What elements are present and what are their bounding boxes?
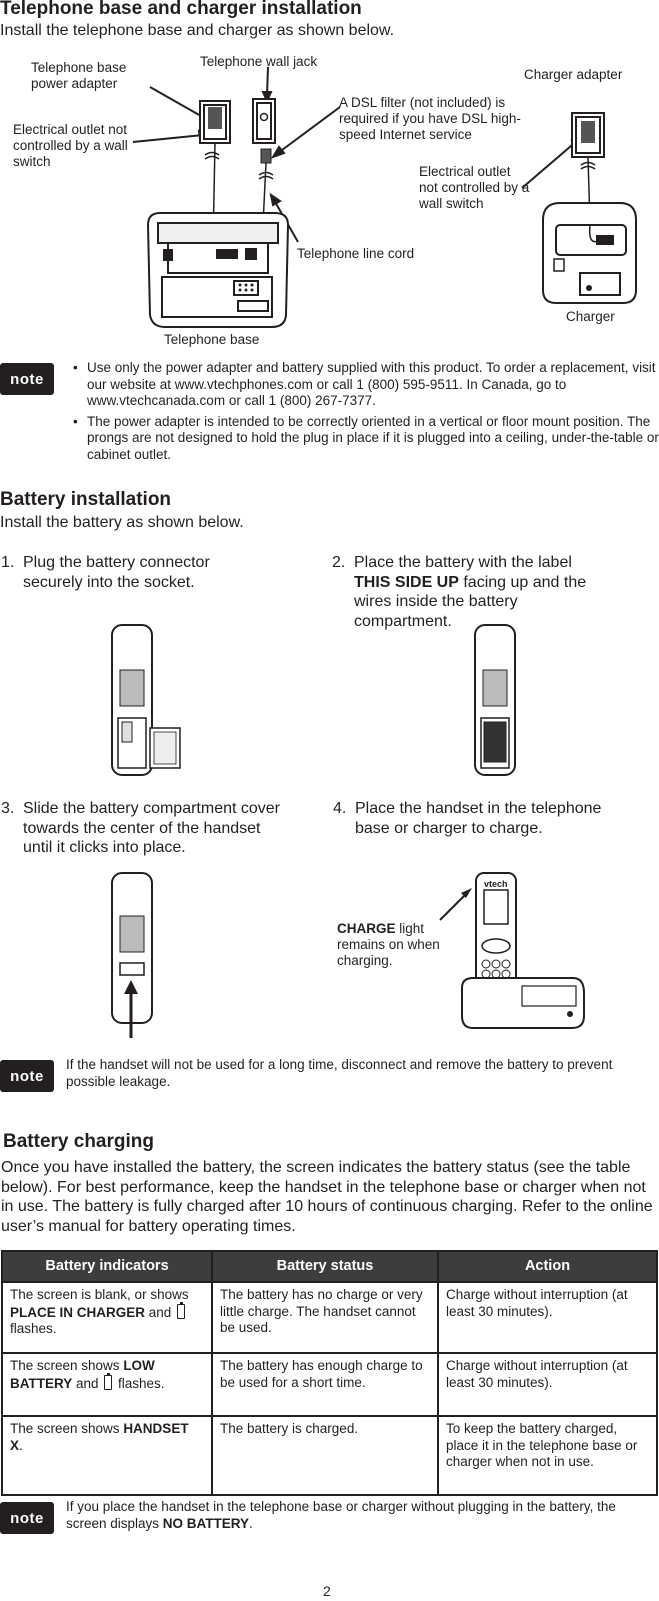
label-outlet-right: Electrical outlet not controlled by a wall switch <box>419 164 530 211</box>
section-title-battery-charging: Battery charging <box>3 1131 154 1152</box>
status-cell: The battery has no charge or very little charge. The handset cannot be used. <box>212 1282 438 1353</box>
charging-intro: Once you have installed the battery, the screen indicates the battery status (see the table below). For best performance, keep the handset in the telephone base or charger when not in use. The battery is fully charged after 10 hours of continuous charging. Refer to the online user’s manual for battery operating times. <box>1 1159 653 1235</box>
step-2: 2. Place the battery with the label THIS SIDE UP facing up and the wires inside the battery compartment. <box>332 554 587 630</box>
handset-step3-image <box>100 868 170 1043</box>
step-3: 3. Slide the battery compartment cover towards the center of the handset until it clicks into place. <box>1 800 281 856</box>
status-cell: The battery is charged. <box>212 1416 438 1495</box>
label-line-cord: Telephone line cord <box>297 246 415 261</box>
indicator-cell: The screen shows HANDSET X. <box>2 1416 212 1495</box>
label-base-power-adapter: Telephone base power adapter <box>31 60 127 91</box>
col-header: Battery status <box>212 1251 438 1282</box>
note-badge: note <box>0 1502 54 1534</box>
installation-intro: Install the telephone base and charger as shown below. <box>0 22 395 39</box>
table-header-row <box>2 1251 657 1282</box>
note-item: • Use only the power adapter and battery supplied with this product. To order a replacement, visit our website at www.vtechphones.com or call 1 (800) 595-9511. In Canada, go to www.vtechcanada.com or call 1 (800) 267-7377. <box>87 360 659 410</box>
handset-step1-image <box>100 620 200 780</box>
action-cell: Charge without interruption (at least 30 minutes). <box>438 1353 657 1416</box>
action-cell: To keep the battery charged, place it in the telephone base or charger when not in use. <box>438 1416 657 1495</box>
label-dsl-filter: A DSL filter (not included) is required if you have DSL high-speed Internet service <box>339 95 521 142</box>
note-item: • The power adapter is intended to be correctly oriented in a vertical or floor mount position. The prongs are not designed to hold the plug in place if it is plugged into a ceiling, under-the-table or cabinet outlet. <box>87 414 659 464</box>
note-badge: note <box>0 1060 54 1092</box>
label-outlet-left: Electrical outlet not controlled by a wall switch <box>13 122 128 169</box>
page-number: 2 <box>323 1583 331 1599</box>
charge-light-label: CHARGE light remains on when charging. <box>337 921 440 968</box>
indicator-cell: The screen is blank, or shows PLACE IN CHARGER and flashes. <box>2 1282 212 1353</box>
battery-icon <box>177 1304 185 1319</box>
status-cell: The battery has enough charge to be used for a short time. <box>212 1353 438 1416</box>
section-title-battery-installation: Battery installation <box>0 489 172 510</box>
label-telephone-base: Telephone base <box>164 332 260 347</box>
col-header: Battery indicators <box>2 1251 212 1282</box>
handset-step2-image <box>463 620 533 780</box>
col-header: Action <box>438 1251 657 1282</box>
battery-intro: Install the battery as shown below. <box>0 514 244 531</box>
step-4: 4. Place the handset in the telephone base or charger to charge. <box>333 800 602 837</box>
note-badge: note <box>0 363 54 395</box>
step-1: 1. Plug the battery connector securely into the socket. <box>1 554 210 591</box>
label-wall-jack: Telephone wall jack <box>200 54 318 69</box>
charging-note: If you place the handset in the telephone base or charger without plugging in the battery, the screen displays NO BATTERY. <box>66 1499 616 1531</box>
table-row <box>2 1353 657 1416</box>
handset-brand-logo: vtech <box>484 879 508 889</box>
indicator-cell: The screen shows LOW BATTERY and flashes. <box>2 1353 212 1416</box>
battery-table <box>1 1250 658 1496</box>
label-charger-adapter: Charger adapter <box>524 67 623 82</box>
battery-icon <box>104 1375 112 1390</box>
section-title-installation: Telephone base and charger installation <box>0 0 362 19</box>
installation-notes <box>73 360 659 467</box>
battery-note: If the handset will not be used for a long time, disconnect and remove the battery to prevent possible leakage. <box>66 1057 613 1089</box>
action-cell: Charge without interruption (at least 30 minutes). <box>438 1282 657 1353</box>
label-charger: Charger <box>566 309 615 324</box>
table-row <box>2 1282 657 1353</box>
table-row <box>2 1416 657 1495</box>
